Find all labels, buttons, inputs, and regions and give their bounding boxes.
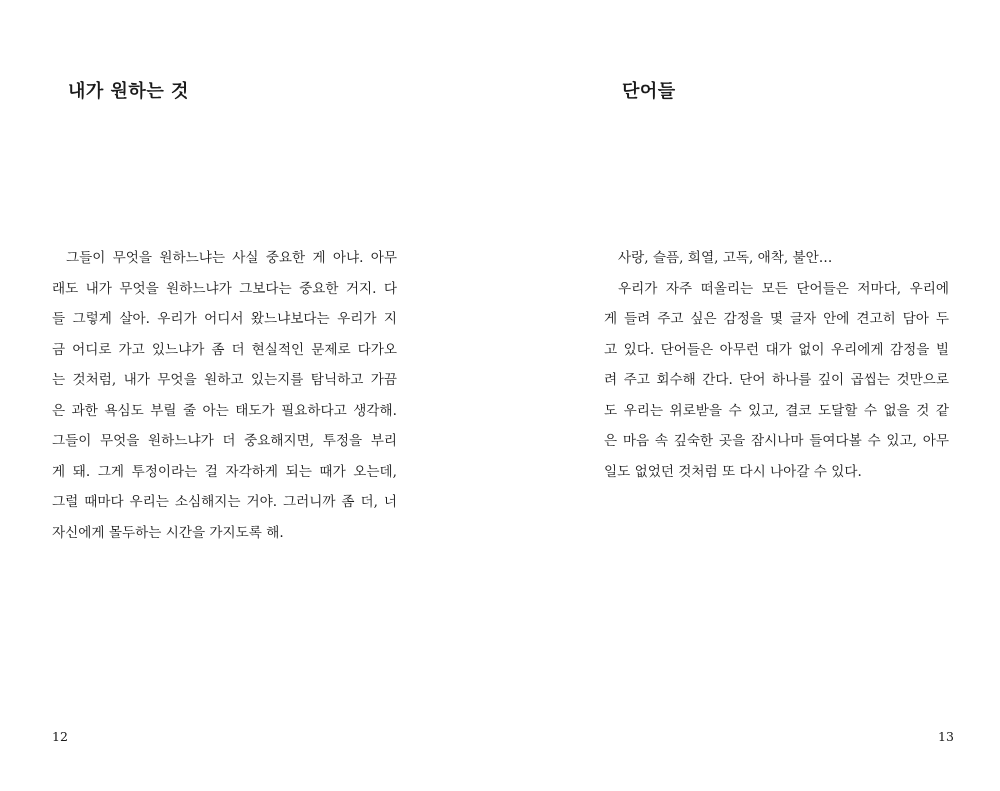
text-line: 려 주고 회수해 간다. 단어 하나를 깊이 곱씹는 것만으로 bbox=[604, 372, 949, 388]
text-line: 그들이 무엇을 원하느냐가 더 중요해지면, 투정을 부리 bbox=[52, 433, 397, 449]
text-line: 일도 없었던 것처럼 또 다시 나아갈 수 있다. bbox=[604, 463, 862, 480]
text-line: 게 들려 주고 싶은 감정을 몇 글자 안에 견고히 담아 두 bbox=[604, 311, 949, 327]
text-line: 은 마음 속 깊숙한 곳을 잠시나마 들여다볼 수 있고, 아무 bbox=[604, 433, 949, 449]
text-line: 들 그렇게 살아. 우리가 어디서 왔느냐보다는 우리가 지 bbox=[52, 311, 397, 327]
text-line: 그럴 때마다 우리는 소심해지는 거야. 그러니까 좀 더, 너 bbox=[52, 494, 397, 510]
text-line: 도 우리는 위로받을 수 있고, 결코 도달할 수 없을 것 같 bbox=[604, 402, 949, 419]
page-number: 12 bbox=[52, 729, 68, 744]
text-line: 금 어디로 가고 있느냐가 좀 더 현실적인 문제로 다가오 bbox=[52, 341, 397, 358]
chapter-title: 내가 원하는 것 bbox=[68, 81, 189, 102]
chapter-title: 단어들 bbox=[622, 81, 676, 102]
text-line: 사랑, 슬픔, 희열, 고독, 애착, 불안… bbox=[618, 250, 833, 266]
text-line: 래도 내가 무엇을 원하느냐가 그보다는 중요한 거지. 다 bbox=[52, 280, 397, 297]
body-text bbox=[604, 243, 949, 487]
right-page bbox=[500, 0, 1000, 791]
text-line: 은 과한 욕심도 부릴 줄 아는 태도가 필요하다고 생각해. bbox=[52, 402, 397, 419]
page-number: 13 bbox=[938, 729, 954, 744]
text-line: 는 것처럼, 내가 무엇을 원하고 있는지를 탐닉하고 가끔 bbox=[52, 372, 397, 388]
text-line: 그들이 무엇을 원하느냐는 사실 중요한 게 아냐. 아무 bbox=[66, 250, 397, 266]
text-line: 게 돼. 그게 투정이라는 걸 자각하게 되는 때가 오는데, bbox=[52, 463, 397, 480]
body-text bbox=[52, 243, 397, 548]
text-line: 자신에게 몰두하는 시간을 가지도록 해. bbox=[52, 524, 284, 541]
text-line: 우리가 자주 떠올리는 모든 단어들은 저마다, 우리에 bbox=[618, 280, 949, 297]
text-line: 고 있다. 단어들은 아무런 대가 없이 우리에게 감정을 빌 bbox=[604, 341, 949, 358]
